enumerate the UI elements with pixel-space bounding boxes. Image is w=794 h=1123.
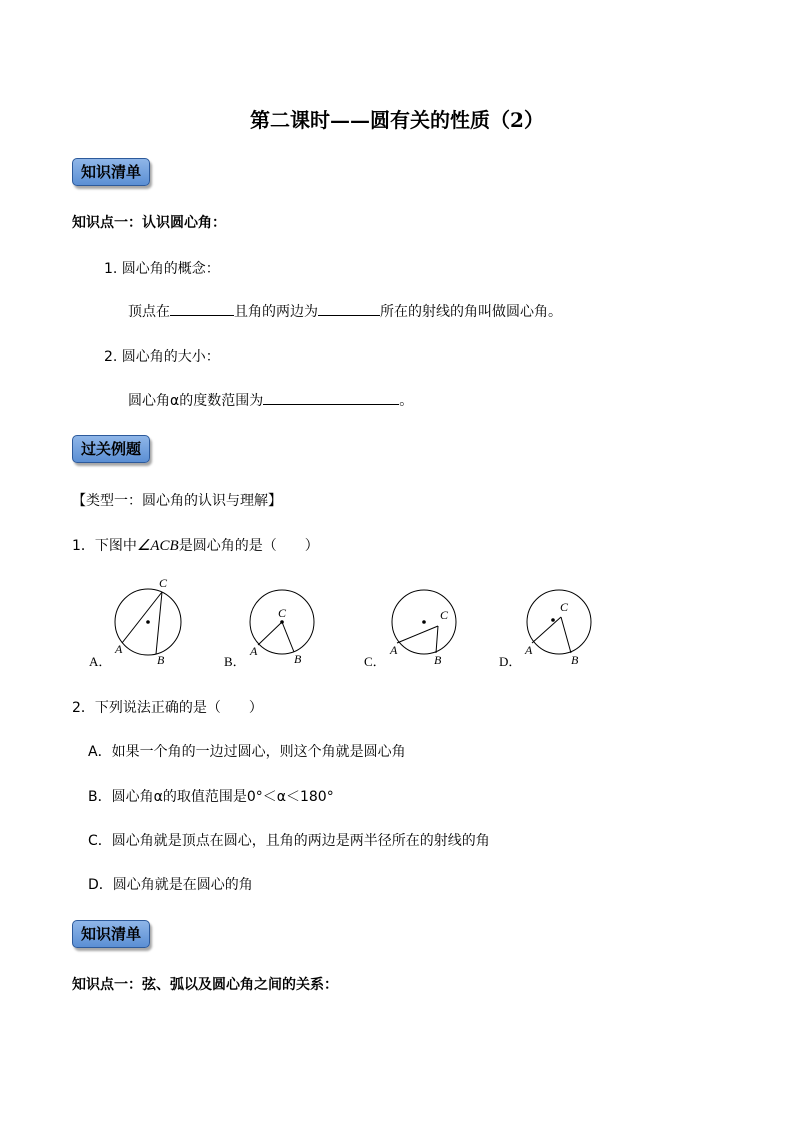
center-point: [422, 620, 426, 624]
q1-option-c-figure: [360, 574, 470, 670]
kp1-item1-text: [128, 301, 562, 321]
point-c-label: C: [440, 608, 449, 622]
kp1-item1-part2: 且角的两边为: [234, 304, 318, 320]
kp1-item1-label: 1. 圆心角的概念：: [104, 261, 220, 277]
q1-option-c-label: C．: [364, 654, 386, 669]
page-title: 第二课时——圆有关的性质（2）: [250, 108, 544, 132]
q1-option-d-label: D．: [499, 654, 522, 669]
q1-option-d-figure: [495, 574, 605, 670]
kp1-item2-part: 圆心角α的度数范围为: [128, 393, 264, 409]
blank-1[interactable]: [170, 301, 234, 316]
q1-stem: [72, 535, 319, 555]
q2-option-a: A．如果一个角的一边过圆心，则这个角就是圆心角: [88, 744, 406, 760]
point-c-label: C: [159, 576, 168, 590]
knowledge-badge-2: 知识清单: [72, 920, 150, 948]
q2-stem: 2．下列说法正确的是（ ）: [72, 700, 263, 716]
point-a-label: A: [525, 643, 533, 657]
chord-ca: [122, 592, 162, 643]
q1-stem-b: 是圆心角的是（ ）: [178, 538, 319, 554]
center-point: [551, 618, 555, 622]
blank-3[interactable]: [263, 390, 399, 405]
radius-ca: [258, 622, 282, 645]
knowledge-badge: 知识清单: [72, 158, 150, 186]
kp1-item2-label: 2. 圆心角的大小：: [104, 349, 220, 365]
segment-cb: [561, 617, 571, 653]
point-b-label: B: [157, 653, 165, 667]
radius-cb: [282, 622, 294, 652]
point-b-label: B: [571, 653, 579, 667]
q2-option-d: D．圆心角就是在圆心的角: [88, 877, 253, 893]
q1-option-a-figure: [85, 574, 195, 670]
point-c-label: C: [560, 600, 569, 614]
q1-option-b-figure: [220, 574, 330, 670]
point-b-label: B: [434, 653, 442, 667]
q1-option-b-label: B．: [224, 654, 246, 669]
q1-stem-a: 1．下图中: [72, 538, 137, 554]
kp1-item1-part3: 所在的射线的角叫做圆心角。: [380, 304, 562, 320]
center-point: [146, 620, 150, 624]
point-b-label: B: [294, 652, 302, 666]
point-a-label: A: [390, 643, 398, 657]
q1-option-a-label: A．: [89, 654, 112, 669]
segment-cb: [436, 626, 438, 653]
chord-cb: [156, 592, 162, 654]
kp1-heading: 知识点一：认识圆心角：: [72, 215, 226, 231]
segment-ca: [397, 626, 438, 643]
segment-ca: [532, 617, 561, 643]
circle: [527, 590, 591, 654]
q2-option-b: B．圆心角α的取值范围是0°＜α＜180°: [88, 789, 334, 805]
type1-heading: 【类型一：圆心角的认识与理解】: [72, 493, 282, 509]
q1-stem-math: ∠ACB: [136, 538, 179, 554]
kp1-item1-part1: 顶点在: [128, 304, 170, 320]
point-a-label: A: [115, 642, 123, 656]
blank-2[interactable]: [318, 301, 380, 316]
kp1-item2-end: 。: [399, 393, 414, 409]
kp2-heading: 知识点一：弦、弧以及圆心角之间的关系：: [72, 977, 338, 993]
examples-badge: 过关例题: [72, 435, 150, 463]
point-a-label: A: [250, 644, 258, 658]
point-c-label: C: [278, 606, 287, 620]
q2-option-c: C．圆心角就是顶点在圆心，且角的两边是两半径所在的射线的角: [88, 833, 490, 849]
kp1-item2-text: [128, 390, 413, 410]
